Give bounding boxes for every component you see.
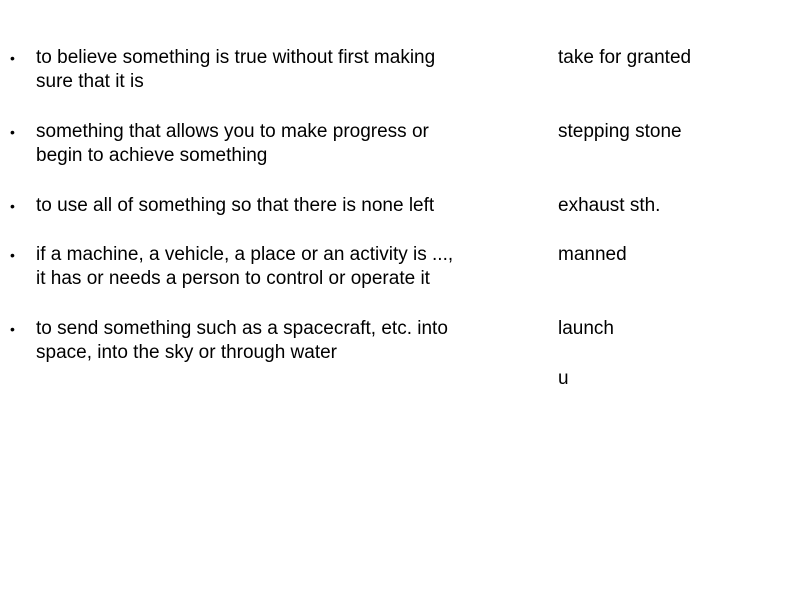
bullet-icon: • xyxy=(10,321,15,337)
term-manned: manned xyxy=(558,244,627,265)
bullet-icon: • xyxy=(10,50,15,66)
definition-text: something that allows you to make progress or begin to achieve something xyxy=(36,121,429,166)
definition-text: to use all of something so that there is none left xyxy=(36,195,435,216)
definition-text: to believe something is true without first making sure that it is xyxy=(36,47,436,92)
definition-text: to send something such as a spacecraft, etc. into space, into the sky or through water xyxy=(36,318,448,363)
term-take-for-granted: take for granted xyxy=(558,47,692,68)
definition-text: if a machine, a vehicle, a place or an activity is ..., it has or needs a person to control or operate it xyxy=(36,244,454,289)
bullet-icon: • xyxy=(10,247,15,263)
term-launch: launch xyxy=(558,318,614,339)
term-exhaust: exhaust sth. xyxy=(558,195,661,216)
bullet-icon: • xyxy=(10,198,15,214)
term-fragment: u xyxy=(558,368,569,389)
bullet-icon: • xyxy=(10,124,15,140)
term-stepping-stone: stepping stone xyxy=(558,121,682,142)
